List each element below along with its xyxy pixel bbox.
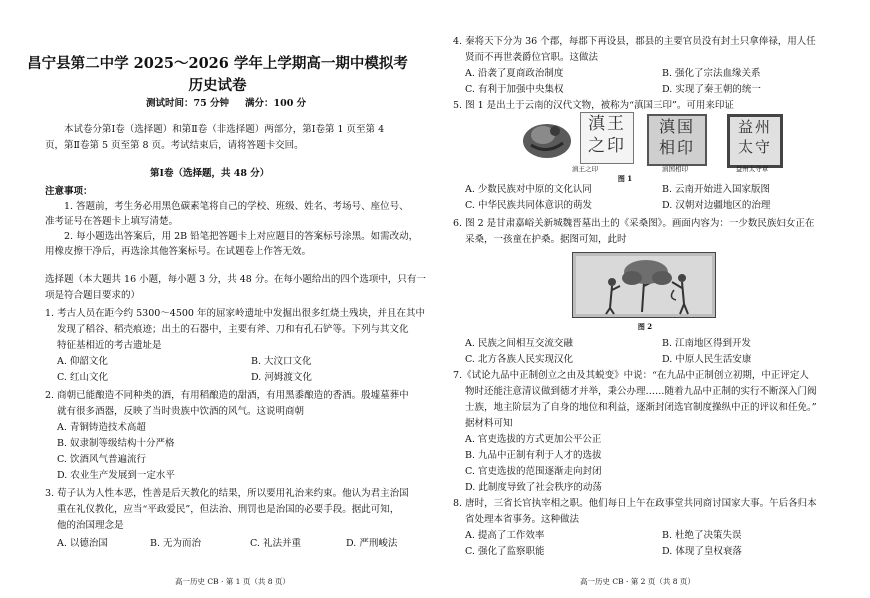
seal-glyph-3: 益州 太守 xyxy=(737,118,772,156)
q4-stem: 贤而不再世袭爵位官职。这做法 xyxy=(465,52,599,63)
section-title: 第Ⅰ卷（选择题，共 48 分） xyxy=(150,168,270,179)
q1-option-a: A. 仰韶文化 xyxy=(57,356,108,367)
q7-stem: 物时还能注意清议做到德才并举，秉公办理……随着九品中正制的实行不断深入门阀 xyxy=(465,386,817,397)
subject-title: 历史试卷 xyxy=(188,77,247,94)
seal-image-1 xyxy=(517,115,577,163)
q3-option-a: A. 以德治国 xyxy=(57,538,108,549)
q6-option-b: B. 江南地区得到开发 xyxy=(662,338,752,349)
seal-glyph-2: 滇国 相印 xyxy=(658,117,695,157)
q2-stem: 就有很多酒器，反映了当时贵族中饮酒的风气。这说明商朝 xyxy=(57,406,305,417)
q7-option-c: C. 官吏选拔的范围逐渐走向封闭 xyxy=(465,466,602,477)
q1-stem: 发现了稻谷、稻壳痕迹；出土的石器中，主要有斧、刀和有孔石铲等。下列与其文化 xyxy=(57,324,409,335)
q1-stem: 1. 考古人员在距今约 5300～4500 年的屈家岭遗址中发掘出很多红烧土残块，并且在其中 xyxy=(45,308,425,319)
q1-stem: 特征基相近的考古遗址是 xyxy=(57,340,162,351)
q8-option-d: D. 体现了皇权衰落 xyxy=(662,546,742,557)
q6-stem: 采桑，一孩童在护桑。据图可知，此时 xyxy=(465,234,627,245)
q7-option-a: A. 官吏选拔的方式更加公平公正 xyxy=(465,434,602,445)
q6-stem: 6. 图 2 是甘肃嘉峪关新城魏晋墓出土的《采桑图》。画面内容为：一少数民族妇女正在 xyxy=(453,218,815,229)
q7-stem: 据材料可知 xyxy=(465,418,513,429)
q3-option-d: D. 严刑峻法 xyxy=(346,538,398,549)
q7-stem: 7.《试论九品中正制创立之由及其蜕变》中说：“在九品中正制创立初期，中正评定人 xyxy=(453,370,809,381)
intro-line: 页，第Ⅱ卷第 5 页至第 8 页。考试结束后，请将答题卡交回。 xyxy=(45,140,304,151)
seal-image-3 xyxy=(727,114,783,168)
q5-option-d: D. 汉朝对边疆地区的治理 xyxy=(662,200,771,211)
seal-impression-1 xyxy=(580,112,634,164)
notes-title: 注意事项： xyxy=(45,186,93,197)
q4-option-b: B. 强化了宗法血缘关系 xyxy=(662,68,761,79)
note-line: 1. 答题前，考生务必用黑色碳素笔将自己的学校、班级、姓名、考场号、座位号、 xyxy=(64,201,409,212)
q7-option-d: D. 此制度导致了社会秩序的动荡 xyxy=(465,482,602,493)
mc-intro-line: 项是符合题目要求的） xyxy=(45,290,141,301)
q3-stem: 他的治国理念是 xyxy=(57,520,124,531)
figure1-label: 图 1 xyxy=(617,174,633,183)
figure2-label: 图 2 xyxy=(637,322,653,331)
note-line: 准考证号在答题卡上填写清楚。 xyxy=(45,216,179,227)
q4-option-d: D. 实现了秦王朝的统一 xyxy=(662,84,761,95)
intro-line: 本试卷分第Ⅰ卷（选择题）和第Ⅱ卷（非选择题）两部分，第Ⅰ卷第 1 页至第 4 xyxy=(64,124,385,135)
q6-option-a: A. 民族之间相互交流交融 xyxy=(465,338,573,349)
q7-option-b: B. 九品中正制有利于人才的选拔 xyxy=(465,450,602,461)
seal-image-2 xyxy=(647,114,707,166)
q1-option-c: C. 红山文化 xyxy=(57,372,108,383)
seal-caption-2: 滇国相印 xyxy=(662,165,688,173)
q2-option-d: D. 农业生产发展到一定水平 xyxy=(57,470,175,481)
q2-stem: 2. 商朝已能酿造不同种类的酒，有用稻酿造的甜酒，有用黑黍酿造的香酒。殷墟墓葬中 xyxy=(45,390,409,401)
school-title: 昌宁县第二中学 2025～2026 学年上学期高一期中模拟考 xyxy=(27,55,408,72)
q5-stem: 5. 图 1 是出土于云南的汉代文物，被称为“滇国三印”。可用来印证 xyxy=(453,100,734,111)
q8-option-a: A. 提高了工作效率 xyxy=(465,530,545,541)
note-line: 2. 每小题选出答案后，用 2B 铅笔把答题卡上对应题目的答案标号涂黑。如需改动， xyxy=(64,231,419,242)
mural-image xyxy=(572,252,716,318)
q3-stem: 重在礼仪教化，应当“平政爱民”，但法治、刑罚也是治国的必要手段。据此可知， xyxy=(57,504,400,515)
seal-caption-3: 益州太守章 xyxy=(735,165,769,173)
footer-right: 高一历史 CB · 第 2 页（共 8 页） xyxy=(580,577,695,586)
q8-stem: 8. 唐时，三省长官执宰相之职。他们每日上午在政事堂共同商讨国家大事。午后各归本 xyxy=(453,498,817,509)
seal-caption-1: 滇王之印 xyxy=(572,165,598,173)
q8-option-b: B. 杜绝了决策失误 xyxy=(662,530,742,541)
time-label: 测试时间：75 分钟 xyxy=(146,98,230,109)
mc-intro-line: 选择题（本大题共 16 小题，每小题 3 分，共 48 分。在每小题给出的四个选项中，只有一 xyxy=(45,274,426,285)
q8-stem: 省处理本省事务。这种做法 xyxy=(465,514,580,525)
q6-option-c: C. 北方各族人民实现汉化 xyxy=(465,354,573,365)
q2-option-c: C. 饮酒风气普遍流行 xyxy=(57,454,146,465)
q3-option-c: C. 礼法并重 xyxy=(250,538,301,549)
seal-glyph-1: 滇王 之印 xyxy=(588,114,626,156)
q4-stem: 4. 秦将天下分为 36 个郡，每郡下再设县，郡县的主要官员没有封土只拿俸禄，用人任 xyxy=(453,36,816,47)
q5-option-b: B. 云南开始进入国家版图 xyxy=(662,184,771,195)
q8-option-c: C. 强化了监察职能 xyxy=(465,546,545,557)
score-label: 满分：100 分 xyxy=(245,98,307,109)
q5-option-c: C. 中华民族共同体意识的萌发 xyxy=(465,200,592,211)
footer-left: 高一历史 CB · 第 1 页（共 8 页） xyxy=(175,577,290,586)
q5-option-a: A. 少数民族对中原的文化认同 xyxy=(465,184,592,195)
q6-option-d: D. 中原人民生活安康 xyxy=(662,354,752,365)
q3-option-b: B. 无为而治 xyxy=(150,538,202,549)
note-line: 用橡皮擦干净后，再选涂其他答案标号。在试题卷上作答无效。 xyxy=(45,246,312,257)
q1-option-d: D. 河姆渡文化 xyxy=(251,372,312,383)
q7-stem: 士族，地主阶层为了自身的地位和利益，逐渐封闭选官制度操纵中正的评议和任免。” xyxy=(465,402,817,413)
q4-option-c: C. 有利于加强中央集权 xyxy=(465,84,564,95)
q4-option-a: A. 沿袭了夏商政治制度 xyxy=(465,68,564,79)
page-right xyxy=(435,0,870,598)
q3-stem: 3. 荀子认为人性本恶，性善是后天教化的结果，所以要用礼治来约束。他认为君主治国 xyxy=(45,488,409,499)
q2-option-b: B. 奴隶制等级结构十分严格 xyxy=(57,438,175,449)
q2-option-a: A. 青铜铸造技术高超 xyxy=(57,422,146,433)
q1-option-b: B. 大汶口文化 xyxy=(251,356,312,367)
